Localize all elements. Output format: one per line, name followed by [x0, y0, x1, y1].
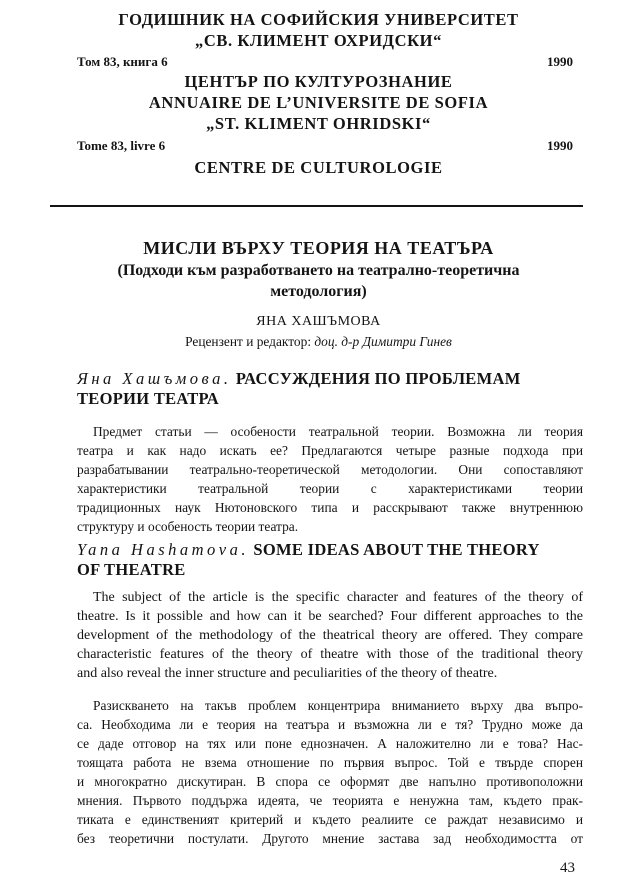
- text-line: характеристики театральной теории с характеристиками теории: [77, 481, 583, 496]
- journal-title-bg: ГОДИШНИК НА СОФИЙСКИЯ УНИВЕРСИТЕТ: [118, 10, 519, 29]
- abstract-en-title-line2: OF THEATRE: [77, 560, 186, 579]
- text-line: and also reveal the inner structure and peculiarities of the theory of theatre.: [77, 666, 498, 681]
- text-line: Предмет статьи — особености театральной теории. Возможна ли теория: [93, 424, 583, 439]
- text-line: characteristic features of the theory of theatre with those of the traditional theory: [77, 647, 583, 662]
- abstract-ru-title-line1: РАССУЖДЕНИЯ ПО ПРОБЛЕМАМ: [231, 369, 521, 388]
- abstract-en-title-line1: SOME IDEAS ABOUT THE THEORY: [249, 540, 540, 559]
- text-line: се даде отговор на тях или поне еднозначен. А наложително ли е това? Нас-: [77, 736, 583, 751]
- page-number: 43: [560, 860, 575, 876]
- abstract-en-author: Yana Hashamova.: [77, 540, 249, 559]
- article-subtitle-line2: методология): [270, 283, 367, 300]
- body-text: [77, 696, 583, 848]
- abstract-en-title: [77, 540, 577, 580]
- abstract-ru-title-line2: ТЕОРИИ ТЕАТРА: [77, 389, 219, 408]
- text-line: theatre. Is it possible and how can it be searched? Four different approaches to the: [77, 609, 583, 624]
- text-line: The subject of the article is the specific character and features of the theory of: [93, 590, 583, 605]
- year-fr: 1990: [547, 138, 573, 153]
- abstract-ru-author: Яна Хашъмова.: [77, 369, 232, 388]
- text-line: са. Необходима ли е теория на театъра и възможна ли е тя? Трудно може да: [77, 717, 583, 732]
- abstract-ru-text: [77, 422, 583, 536]
- text-line: разрабатывании театрально-теоретической методологии. Они сопоставляют: [77, 462, 583, 477]
- reviewer-line: [0, 334, 637, 350]
- text-line: Разискването на такъв проблем концентрира вниманието върху два въпро-: [93, 698, 583, 713]
- text-line: без теоретични постулати. Другото мнение застава зад необходимостта от: [77, 831, 583, 846]
- university-name-bg: „СВ. КЛИМЕНТ ОХРИДСКИ“: [195, 31, 442, 50]
- article-title: МИСЛИ ВЪРХУ ТЕОРИЯ НА ТЕАТЪРА: [143, 238, 494, 258]
- article-subtitle-line1: (Подходи към разработването на театрално-теоретична: [117, 262, 520, 279]
- volume-bg: Том 83, книга 6: [77, 54, 168, 69]
- year-bg: 1990: [547, 54, 573, 69]
- text-line: development of the methodology of the theatrical theory are offered. They compare: [77, 628, 583, 643]
- centre-name-bg: ЦЕНТЪР ПО КУЛТУРОЗНАНИЕ: [184, 72, 453, 91]
- text-line: театра и как надо искать ее? Предлагаются четыре разные подхода при: [77, 443, 583, 458]
- text-line: структуру и особеность теории театра.: [77, 519, 299, 534]
- text-line: мнения. Първото поддържа идеята, че теорията е ненужна там, където прак-: [77, 793, 583, 808]
- university-name-fr: „ST. KLIMENT OHRIDSKI“: [206, 114, 431, 133]
- text-line: тоящата работа не взема отношение по първия въпрос. Той е твърде спорен: [77, 755, 583, 770]
- abstract-en-text: [77, 588, 583, 683]
- volume-fr: Tome 83, livre 6: [77, 138, 166, 153]
- journal-title-fr: ANNUAIRE DE L’UNIVERSITE DE SOFIA: [148, 93, 489, 112]
- text-line: и многократно дискутиран. В спора се оформят две напълно противоположни: [77, 774, 583, 789]
- reviewer-label: Рецензент и редактор:: [185, 334, 315, 349]
- text-line: тиката е единственият критерий и където реалиите се раждат независимо и: [77, 812, 583, 827]
- centre-name-fr: CENTRE DE CULTUROLOGIE: [194, 158, 443, 177]
- header-divider: [50, 205, 583, 207]
- text-line: традиционных наук Нютоновского типа и расскрывают также внутреннюю: [77, 500, 583, 515]
- reviewer-name: доц. д-р Димитри Гинев: [314, 334, 452, 349]
- abstract-ru-title: [77, 369, 577, 409]
- article-author: ЯНА ХАШЪМОВА: [256, 314, 381, 329]
